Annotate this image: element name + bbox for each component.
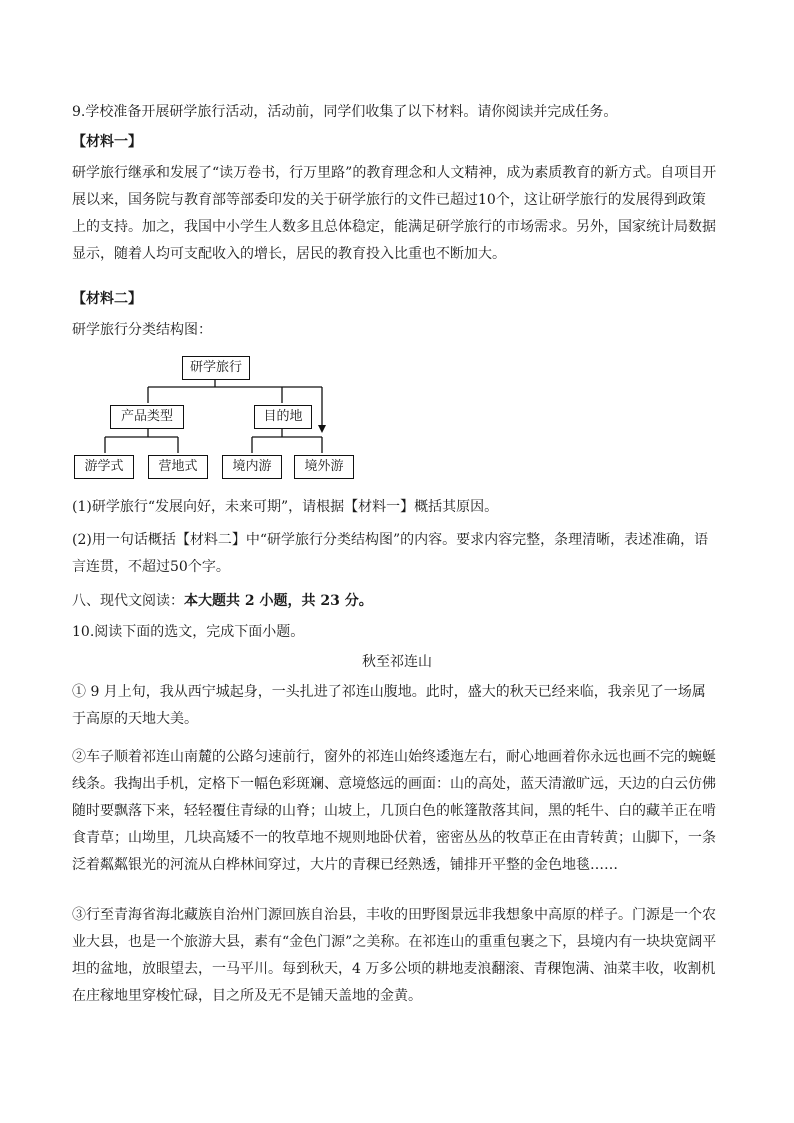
tree-node-product-type: 产品类型 (110, 405, 184, 429)
section-8-detail: 本大题共 2 小题，共 23 分。 (184, 593, 373, 609)
q9-intro: 9.学校准备开展研学旅行活动，活动前，同学们收集了以下材料。请你阅读并完成任务。 (72, 104, 618, 120)
tree-leaf-domestic: 境内游 (222, 455, 282, 479)
section-8-label: 八、现代文阅读： (72, 593, 184, 609)
tree-node-destination: 目的地 (254, 405, 312, 429)
article-title: 秋至祁连山 (362, 654, 432, 670)
tree-leaf-overseas: 境外游 (294, 455, 354, 479)
material2-title: 【材料二】 (72, 291, 142, 307)
article-paragraph-2: ②车子顺着祁连山南麓的公路匀速前行，窗外的祁连山始终逶迤左右，耐心地画着你永远也画不完的蜿蜒线条。我掏出手机，定格下一幅色彩斑斓、意境悠远的画面：山的高处，蓝天清澈旷远，天边的白云仿佛随时要飘落下来，轻轻覆住青绿的山脊；山坡上，几顶白色的帐篷散落其间，黑的牦牛、白的藏羊正在啃食青草；山坳里，几块高矮不一的牧草地不规则地卧伏着，密密丛丛的牧草正在由青转黄；山脚下，一条泛着粼粼银光的河流从白桦林间穿过，大片的青稞已经熟透，铺排开平整的金色地毯…… (72, 749, 716, 873)
material1-title: 【材料一】 (72, 134, 142, 150)
tree-leaf-study-tour: 游学式 (74, 455, 134, 479)
tree-leaf-camp: 营地式 (148, 455, 208, 479)
q10-intro: 10.阅读下面的选文，完成下面小题。 (72, 624, 305, 640)
material1-text: 研学旅行继承和发展了“读万卷书，行万里路”的教育理念和人文精神，成为素质教育的新方式。自项目开展以来，国务院与教育部等部委印发的关于研学旅行的文件已超过10个，这让研学旅行的发展得到政策上的支持。加之，我国中小学生人数多且总体稳定，能满足研学旅行的市场需求。另外，国家统计局数据显示，随着人均可支配收入的增长，居民的教育投入比重也不断加大。 (72, 165, 717, 262)
article-paragraph-1: ① 9 月上旬，我从西宁城起身，一头扎进了祁连山腹地。此时，盛大的秋天已经来临，我亲见了一场属于高原的天地大美。 (72, 684, 706, 727)
classification-tree-diagram (72, 355, 362, 485)
article-paragraph-3: ③行至青海省海北藏族自治州门源回族自治县，丰收的田野图景远非我想象中高原的样子。门源是一个农业大县，也是一个旅游大县，素有“金色门源”之美称。在祁连山的重重包裹之下，县境内有一块块宽阔平坦的盆地，放眼望去，一马平川。每到秋天，4 万多公顷的耕地麦浪翻滚、青稞饱满、油菜丰收，收割机在庄稼地里穿梭忙碌，目之所及无不是铺天盖地的金黄。 (72, 907, 717, 1004)
diagram-caption: 研学旅行分类结构图： (72, 322, 212, 338)
task-2: (2)用一句话概括【材料二】中“研学旅行分类结构图”的内容。要求内容完整，条理清晰，表述准确，语言连贯，不超过50个字。 (72, 532, 709, 575)
section-8-heading (72, 588, 718, 615)
task-1: (1)研学旅行“发展向好，未来可期”，请根据【材料一】概括其原因。 (72, 499, 499, 515)
tree-root-node: 研学旅行 (182, 356, 250, 380)
